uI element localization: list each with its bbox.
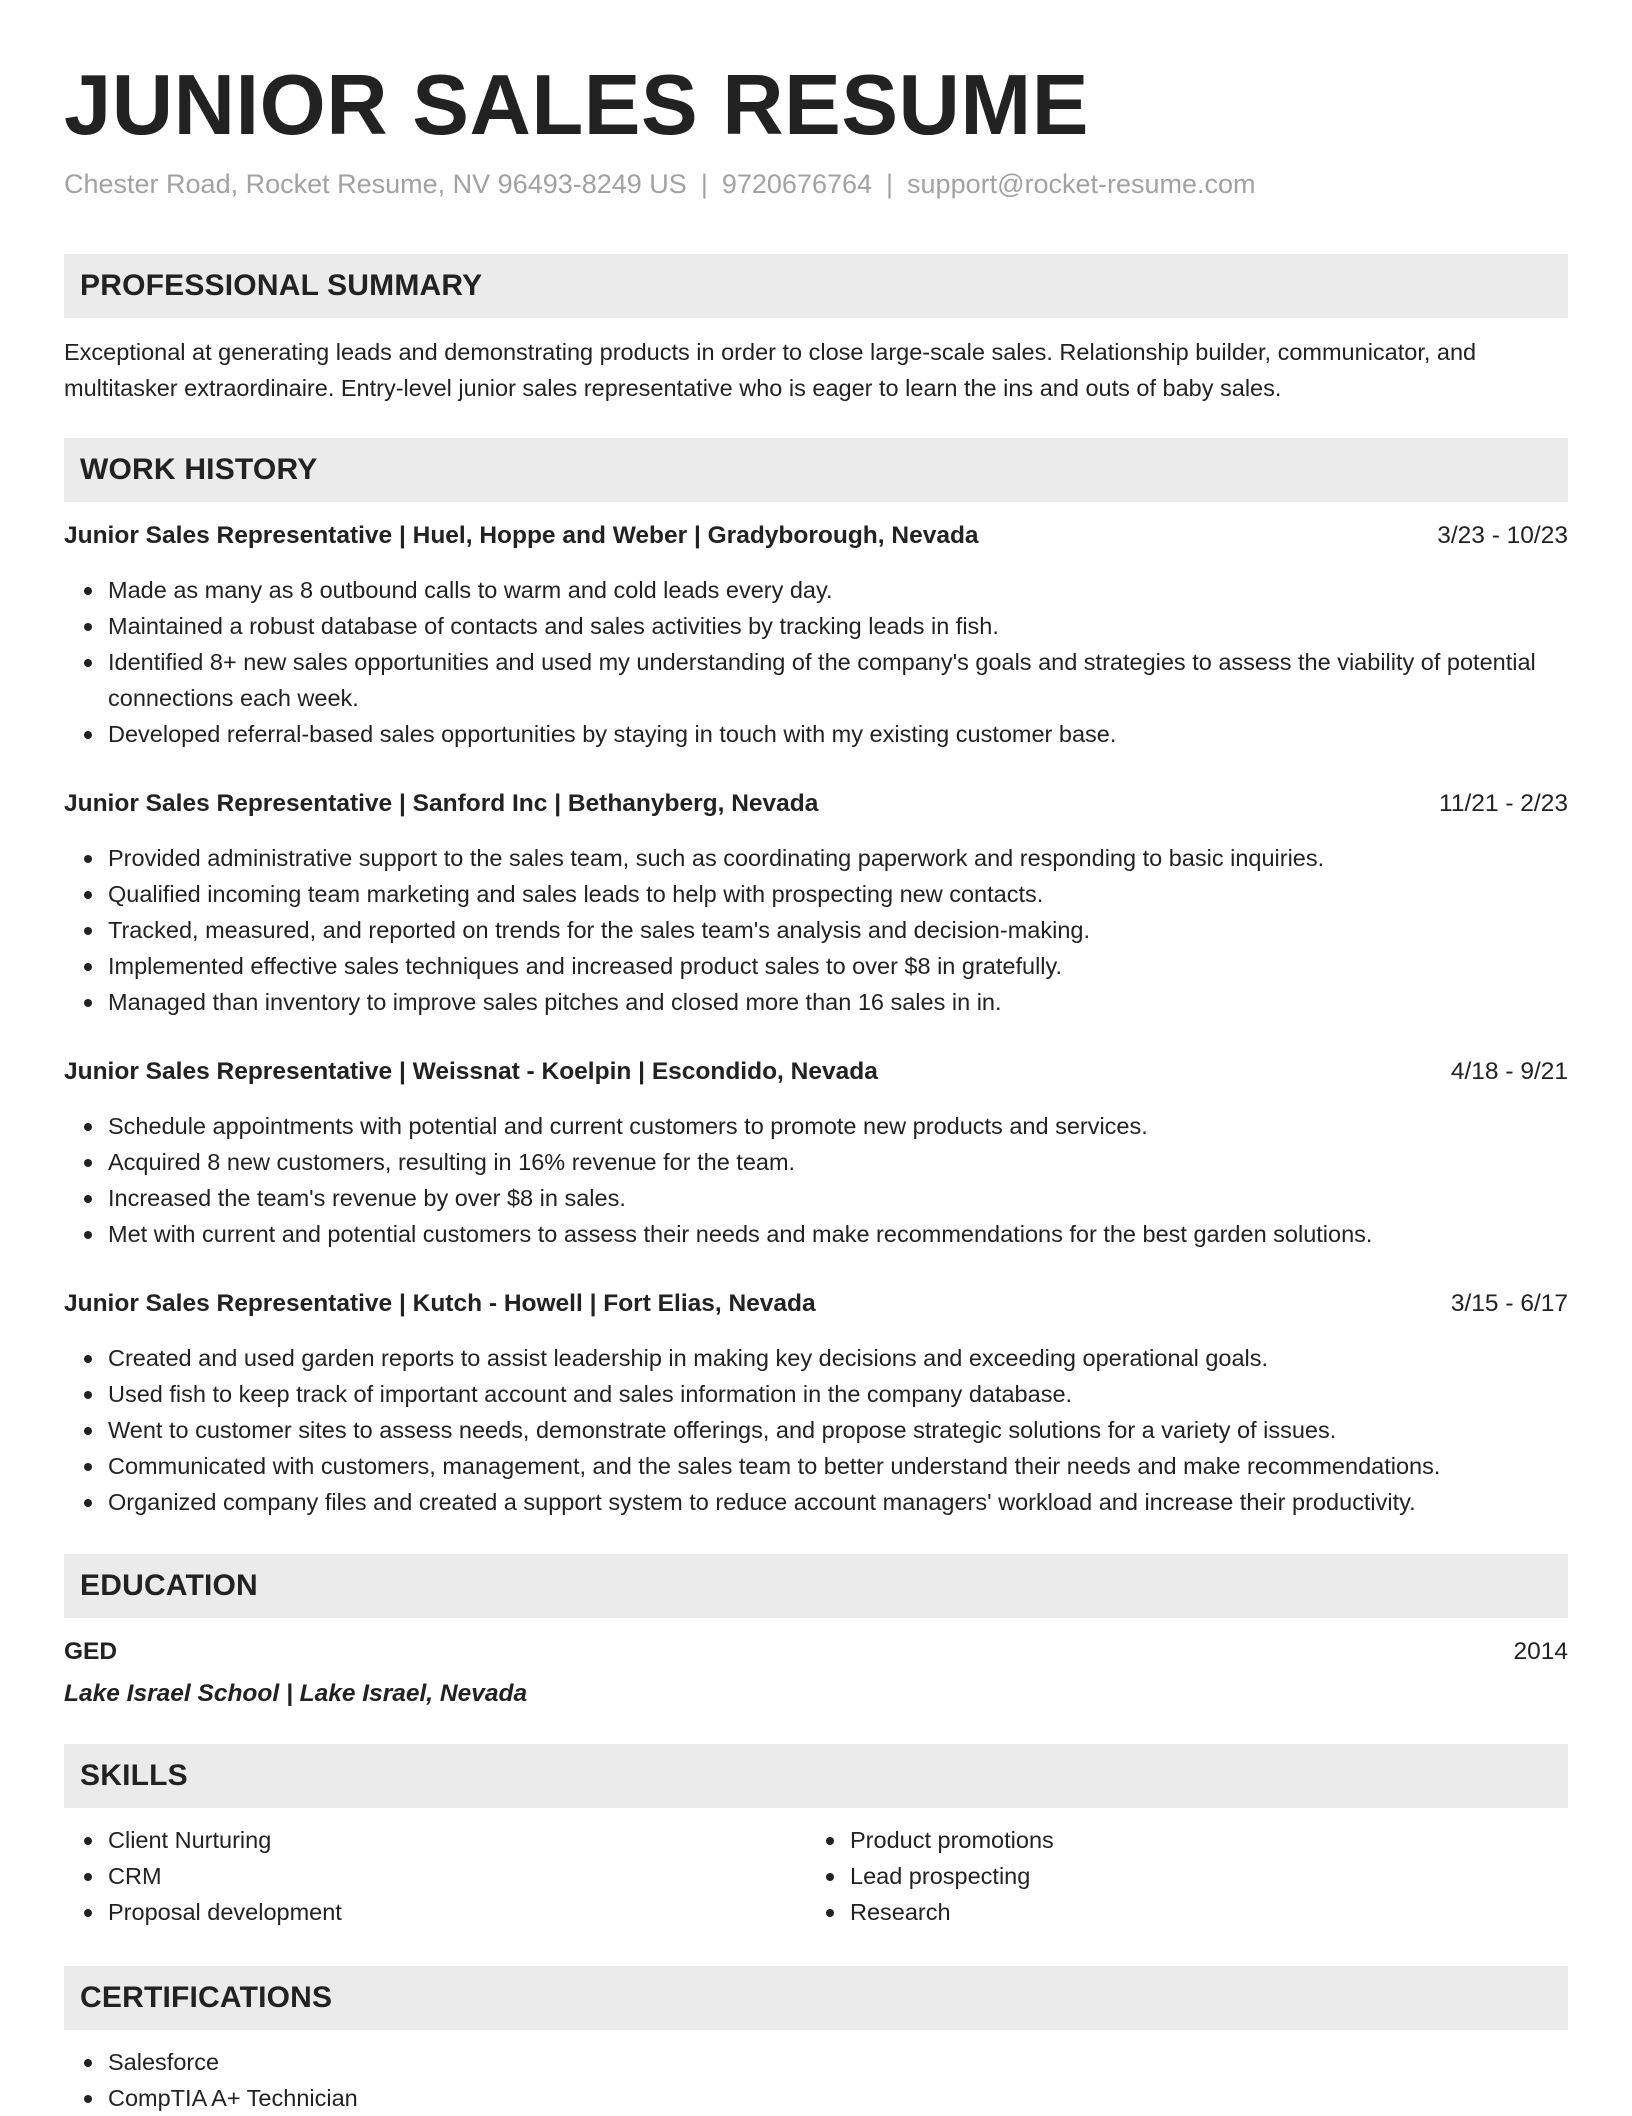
list-item: Proposal development <box>108 1894 806 1930</box>
job-dates: 3/15 - 6/17 <box>1450 1290 1568 1317</box>
list-item: Tracked, measured, and reported on trends for the sales team's analysis and decision-making. <box>108 912 1568 948</box>
section-header-education <box>64 1554 1568 1618</box>
resume-title: JUNIOR SALES RESUME <box>64 58 1089 153</box>
contact-email[interactable]: support@rocket-resume.com <box>907 169 1256 199</box>
section-title: PROFESSIONAL SUMMARY <box>80 269 483 302</box>
list-item: CRM <box>108 1858 806 1894</box>
job-dates: 4/18 - 9/21 <box>1450 1058 1568 1085</box>
job-header <box>64 786 1568 822</box>
job-bullets <box>64 840 1568 1020</box>
education-degree: GED <box>64 1638 118 1665</box>
section-header-work <box>64 438 1568 502</box>
job-dates: 11/21 - 2/23 <box>1439 790 1568 817</box>
list-item: Schedule appointments with potential and current customers to promote new products and services. <box>108 1108 1568 1144</box>
list-item: Salesforce <box>108 2044 1568 2080</box>
education-year: 2014 <box>1513 1638 1568 1665</box>
section-header-skills <box>64 1744 1568 1808</box>
skills-bullets <box>64 1822 806 1930</box>
list-item: Identified 8+ new sales opportunities and used my understanding of the company's goals and strategies to assess the viability of potential connections each week. <box>108 644 1568 716</box>
job-header <box>64 518 1568 554</box>
certifications-list <box>64 2044 1568 2116</box>
list-item: Went to customer sites to assess needs, demonstrate offerings, and propose strategic solutions for a variety of issues. <box>108 1412 1568 1448</box>
list-item: Product promotions <box>850 1822 1548 1858</box>
job-bullets <box>64 1340 1568 1520</box>
job-header <box>64 1286 1568 1322</box>
section-header-summary <box>64 254 1568 318</box>
contact-phone[interactable]: 9720676764 <box>721 169 873 199</box>
education-entry <box>64 1634 1568 1714</box>
list-item: Organized company files and created a support system to reduce account managers' workload and increase their productivity. <box>108 1484 1568 1520</box>
list-item: Increased the team's revenue by over $8 in sales. <box>108 1180 1568 1216</box>
job-entry <box>64 518 1568 752</box>
contact-address: Chester Road, Rocket Resume, NV 96493-8249 US <box>64 169 687 199</box>
list-item: Research <box>850 1894 1548 1930</box>
skills-list <box>64 1822 1568 1930</box>
section-title: CERTIFICATIONS <box>80 1981 333 2014</box>
list-item: CompTIA A+ Technician <box>108 2080 1568 2116</box>
job-dates: 3/23 - 10/23 <box>1437 522 1568 549</box>
job-header <box>64 1054 1568 1090</box>
education-school: Lake Israel School | Lake Israel, Nevada <box>64 1680 528 1707</box>
education-header <box>64 1634 1568 1670</box>
skills-column-right <box>806 1822 1548 1930</box>
section-title: SKILLS <box>80 1759 188 1792</box>
list-item: Client Nurturing <box>108 1822 806 1858</box>
list-item: Maintained a robust database of contacts and sales activities by tracking leads in fish. <box>108 608 1568 644</box>
job-entry <box>64 1286 1568 1520</box>
contact-separator: | <box>700 169 708 199</box>
list-item: Managed than inventory to improve sales pitches and closed more than 16 sales in in. <box>108 984 1568 1020</box>
list-item: Used fish to keep track of important account and sales information in the company database. <box>108 1376 1568 1412</box>
job-entry <box>64 1054 1568 1252</box>
section-title: WORK HISTORY <box>80 453 318 486</box>
list-item: Developed referral-based sales opportunities by staying in touch with my existing customer base. <box>108 716 1568 752</box>
contact-line <box>64 166 1256 202</box>
list-item: Created and used garden reports to assist leadership in making key decisions and exceeding operational goals. <box>108 1340 1568 1376</box>
list-item: Qualified incoming team marketing and sales leads to help with prospecting new contacts. <box>108 876 1568 912</box>
job-bullets <box>64 572 1568 752</box>
list-item: Provided administrative support to the sales team, such as coordinating paperwork and responding to basic inquiries. <box>108 840 1568 876</box>
list-item: Made as many as 8 outbound calls to warm and cold leads every day. <box>108 572 1568 608</box>
certifications-bullets <box>64 2044 1568 2116</box>
summary-text: Exceptional at generating leads and demonstrating products in order to close large-scale sales. Relationship builder, communicator, and multitasker extraordinaire. Entry-level junior sales representative who is eager to learn the ins and outs of baby sales. <box>64 339 1477 401</box>
job-bullets <box>64 1108 1568 1252</box>
job-entry <box>64 786 1568 1020</box>
skills-column-left <box>64 1822 806 1930</box>
skills-bullets <box>806 1822 1548 1930</box>
job-title: Junior Sales Representative | Kutch - Howell | Fort Elias, Nevada <box>64 1290 816 1317</box>
section-title: EDUCATION <box>80 1569 258 1602</box>
list-item: Met with current and potential customers to assess their needs and make recommendations for the best garden solutions. <box>108 1216 1568 1252</box>
job-title: Junior Sales Representative | Weissnat - Koelpin | Escondido, Nevada <box>64 1058 878 1085</box>
section-header-certifications <box>64 1966 1568 2030</box>
job-title: Junior Sales Representative | Sanford Inc | Bethanyberg, Nevada <box>64 790 819 817</box>
list-item: Lead prospecting <box>850 1858 1548 1894</box>
contact-separator: | <box>886 169 894 199</box>
list-item: Acquired 8 new customers, resulting in 16% revenue for the team. <box>108 1144 1568 1180</box>
list-item: Implemented effective sales techniques and increased product sales to over $8 in gratefully. <box>108 948 1568 984</box>
list-item: Communicated with customers, management, and the sales team to better understand their needs and make recommendations. <box>108 1448 1568 1484</box>
job-title: Junior Sales Representative | Huel, Hoppe and Weber | Gradyborough, Nevada <box>64 522 979 549</box>
